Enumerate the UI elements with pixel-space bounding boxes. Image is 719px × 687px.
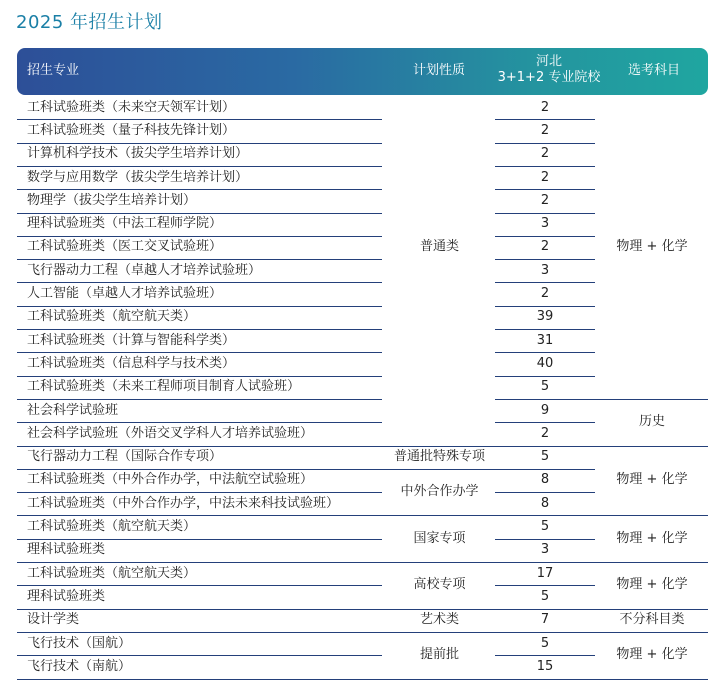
- quota-divider: [495, 679, 595, 680]
- subject-cell: 物理 + 化学: [616, 577, 688, 593]
- quota-cell: 2: [540, 425, 550, 441]
- page-title: 2025 年招生计划: [16, 12, 163, 33]
- major-cell: 工科试验班类（信息科学与技术类）: [27, 355, 236, 371]
- subject-divider: [595, 679, 708, 680]
- quota-cell: 2: [540, 146, 550, 162]
- row-divider: [17, 189, 382, 190]
- quota-cell: 8: [540, 495, 550, 511]
- quota-divider: [495, 376, 595, 377]
- quota-divider: [495, 469, 595, 470]
- quota-cell: 5: [540, 635, 550, 651]
- row-divider: [17, 539, 382, 540]
- plan-type-cell: 艺术类: [419, 612, 459, 628]
- quota-cell: 39: [536, 309, 554, 325]
- major-cell: 飞行器动力工程（卓越人才培养试验班）: [27, 262, 262, 278]
- header-quota: [489, 54, 609, 86]
- quota-divider: [495, 609, 595, 610]
- quota-divider: [495, 352, 595, 353]
- quota-divider: [495, 539, 595, 540]
- row-divider: [17, 119, 382, 120]
- major-cell: 社会科学试验班: [27, 402, 119, 418]
- quota-cell: 9: [540, 402, 550, 418]
- quota-divider: [495, 399, 595, 400]
- quota-divider: [495, 492, 595, 493]
- row-divider: [17, 166, 382, 167]
- header-province: 河北: [535, 54, 562, 69]
- plan-type-divider: [382, 515, 495, 516]
- quota-divider: [495, 119, 595, 120]
- row-divider: [17, 585, 382, 586]
- subject-cell: 历史: [638, 414, 665, 430]
- major-cell: 理科试验班类: [27, 588, 106, 604]
- row-divider: [17, 632, 382, 633]
- subject-divider: [595, 632, 708, 633]
- major-cell: 工科试验班类（未来空天领军计划）: [27, 99, 236, 115]
- row-divider: [17, 399, 382, 400]
- major-cell: 人工智能（卓越人才培养试验班）: [27, 286, 223, 302]
- row-divider: [17, 352, 382, 353]
- row-divider: [17, 376, 382, 377]
- quota-divider: [495, 259, 595, 260]
- quota-divider: [495, 189, 595, 190]
- quota-cell: 40: [536, 355, 554, 371]
- quota-divider: [495, 446, 595, 447]
- row-divider: [17, 679, 382, 680]
- subject-divider: [595, 515, 708, 516]
- quota-cell: 17: [536, 565, 554, 581]
- table-header: [17, 48, 708, 95]
- plan-type-cell: 普通类: [419, 239, 459, 255]
- quota-divider: [495, 562, 595, 563]
- quota-cell: 2: [540, 192, 550, 208]
- quota-cell: 5: [540, 519, 550, 535]
- header-subjects: 选考科目: [627, 63, 680, 78]
- plan-type-divider: [382, 562, 495, 563]
- plan-type-divider: [382, 679, 495, 680]
- row-divider: [17, 469, 382, 470]
- major-cell: 数学与应用数学（拔尖学生培养计划）: [27, 169, 249, 185]
- quota-divider: [495, 236, 595, 237]
- quota-cell: 5: [540, 449, 550, 465]
- plan-type-divider: [382, 446, 495, 447]
- quota-cell: 2: [540, 169, 550, 185]
- quota-cell: 7: [540, 612, 550, 628]
- major-cell: 工科试验班类（中外合作办学，中法航空试验班）: [27, 472, 314, 488]
- major-cell: 工科试验班类（未来工程师项目制育人试验班）: [27, 379, 301, 395]
- quota-divider: [495, 585, 595, 586]
- row-divider: [17, 492, 382, 493]
- subject-divider: [595, 446, 708, 447]
- quota-divider: [495, 655, 595, 656]
- plan-type-divider: [382, 632, 495, 633]
- quota-cell: 2: [540, 99, 550, 115]
- quota-divider: [495, 143, 595, 144]
- major-cell: 物理学（拔尖学生培养计划）: [27, 192, 197, 208]
- header-plan-type: 计划性质: [412, 63, 465, 78]
- quota-cell: 15: [536, 658, 554, 674]
- quota-cell: 2: [540, 286, 550, 302]
- subject-divider: [595, 562, 708, 563]
- major-cell: 飞行器动力工程（国际合作专项）: [27, 449, 223, 465]
- quota-cell: 5: [540, 588, 550, 604]
- row-divider: [17, 446, 382, 447]
- row-divider: [17, 655, 382, 656]
- plan-type-cell: 国家专项: [413, 530, 466, 546]
- major-cell: 工科试验班类（医工交叉试验班）: [27, 239, 223, 255]
- row-divider: [17, 143, 382, 144]
- major-cell: 理科试验班类: [27, 542, 106, 558]
- major-cell: 工科试验班类（航空航天类）: [27, 565, 197, 581]
- quota-cell: 2: [540, 239, 550, 255]
- quota-divider: [495, 422, 595, 423]
- plan-type-divider: [382, 469, 495, 470]
- subject-divider: [595, 399, 708, 400]
- subject-cell: 物理 + 化学: [616, 647, 688, 663]
- quota-cell: 31: [536, 332, 554, 348]
- major-cell: 工科试验班类（航空航天类）: [27, 309, 197, 325]
- row-divider: [17, 259, 382, 260]
- quota-divider: [495, 632, 595, 633]
- quota-divider: [495, 515, 595, 516]
- quota-divider: [495, 306, 595, 307]
- quota-cell: 3: [540, 542, 550, 558]
- row-divider: [17, 329, 382, 330]
- row-divider: [17, 422, 382, 423]
- quota-cell: 3: [540, 216, 550, 232]
- plan-type-cell: 提前批: [419, 647, 459, 663]
- header-major: 招生专业: [27, 63, 80, 78]
- plan-type-cell: 普通批特殊专项: [393, 449, 485, 465]
- subject-cell: 物理 + 化学: [616, 239, 688, 255]
- row-divider: [17, 236, 382, 237]
- subject-cell: 物理 + 化学: [616, 530, 688, 546]
- row-divider: [17, 609, 382, 610]
- quota-divider: [495, 329, 595, 330]
- quota-divider: [495, 282, 595, 283]
- major-cell: 工科试验班类（计算与智能科学类）: [27, 332, 236, 348]
- row-divider: [17, 282, 382, 283]
- subject-cell: 不分科目类: [619, 612, 685, 628]
- row-divider: [17, 562, 382, 563]
- plan-type-cell: 中外合作办学: [400, 484, 479, 500]
- row-divider: [17, 213, 382, 214]
- major-cell: 工科试验班类（量子科技先锋计划）: [27, 122, 236, 138]
- header-mode: 3+1+2 专业院校: [497, 70, 601, 85]
- quota-cell: 5: [540, 379, 550, 395]
- quota-cell: 8: [540, 472, 550, 488]
- major-cell: 飞行技术（国航）: [27, 635, 132, 651]
- plan-type-cell: 高校专项: [413, 577, 466, 593]
- major-cell: 工科试验班类（中外合作办学，中法未来科技试验班）: [27, 495, 340, 511]
- row-divider: [17, 515, 382, 516]
- row-divider: [17, 306, 382, 307]
- plan-type-divider: [382, 609, 495, 610]
- major-cell: 理科试验班类（中法工程师学院）: [27, 216, 223, 232]
- major-cell: 设计学类: [27, 612, 80, 628]
- quota-cell: 3: [540, 262, 550, 278]
- major-cell: 社会科学试验班（外语交叉学科人才培养试验班）: [27, 425, 314, 441]
- quota-cell: 2: [540, 122, 550, 138]
- subject-divider: [595, 609, 708, 610]
- quota-divider: [495, 213, 595, 214]
- major-cell: 计算机科学技术（拔尖学生培养计划）: [27, 146, 249, 162]
- quota-divider: [495, 166, 595, 167]
- major-cell: 工科试验班类（航空航天类）: [27, 519, 197, 535]
- major-cell: 飞行技术（南航）: [27, 658, 132, 674]
- subject-cell: 物理 + 化学: [616, 472, 688, 488]
